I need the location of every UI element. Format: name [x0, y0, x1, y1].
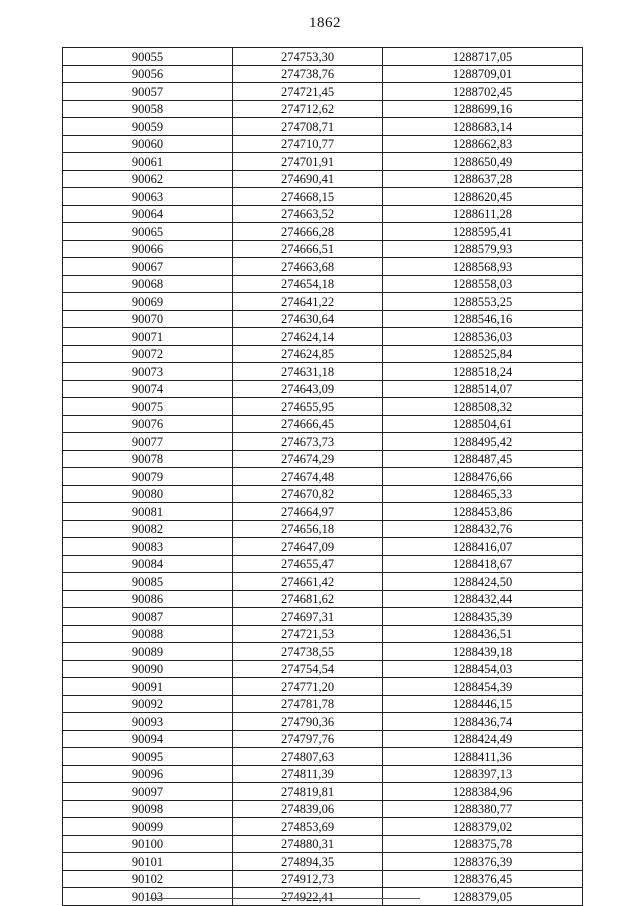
y-coordinate-cell: 1288424,50	[383, 573, 583, 591]
x-coordinate-cell: 274670,82	[233, 485, 383, 503]
y-coordinate-cell: 1288518,24	[383, 363, 583, 381]
y-coordinate-cell: 1288376,45	[383, 870, 583, 888]
point-id-cell: 90090	[63, 660, 233, 678]
y-coordinate-cell: 1288465,33	[383, 485, 583, 503]
point-id-cell: 90063	[63, 188, 233, 206]
y-coordinate-cell: 1288699,16	[383, 100, 583, 118]
x-coordinate-cell: 274668,15	[233, 188, 383, 206]
point-id-cell: 90074	[63, 380, 233, 398]
table-row	[63, 65, 583, 83]
table-row	[63, 83, 583, 101]
x-coordinate-cell: 274839,06	[233, 800, 383, 818]
point-id-cell: 90061	[63, 153, 233, 171]
table-row	[63, 205, 583, 223]
point-id-cell: 90076	[63, 415, 233, 433]
x-coordinate-cell: 274710,77	[233, 135, 383, 153]
y-coordinate-cell: 1288525,84	[383, 345, 583, 363]
table-row	[63, 765, 583, 783]
point-id-cell: 90080	[63, 485, 233, 503]
point-id-cell: 90072	[63, 345, 233, 363]
y-coordinate-cell: 1288487,45	[383, 450, 583, 468]
y-coordinate-cell: 1288380,77	[383, 800, 583, 818]
x-coordinate-cell: 274663,52	[233, 205, 383, 223]
point-id-cell: 90058	[63, 100, 233, 118]
y-coordinate-cell: 1288717,05	[383, 48, 583, 66]
table-row	[63, 660, 583, 678]
page-number: 1862	[309, 15, 341, 31]
point-id-cell: 90069	[63, 293, 233, 311]
x-coordinate-cell: 274697,31	[233, 608, 383, 626]
y-coordinate-cell: 1288553,25	[383, 293, 583, 311]
y-coordinate-cell: 1288411,36	[383, 748, 583, 766]
point-id-cell: 90071	[63, 328, 233, 346]
point-id-cell: 90056	[63, 65, 233, 83]
y-coordinate-cell: 1288424,49	[383, 730, 583, 748]
x-coordinate-cell: 274753,30	[233, 48, 383, 66]
x-coordinate-cell: 274712,62	[233, 100, 383, 118]
point-id-cell: 90078	[63, 450, 233, 468]
y-coordinate-cell: 1288436,51	[383, 625, 583, 643]
table-row	[63, 363, 583, 381]
y-coordinate-cell: 1288620,45	[383, 188, 583, 206]
table-row	[63, 398, 583, 416]
y-coordinate-cell: 1288384,96	[383, 783, 583, 801]
table-row	[63, 153, 583, 171]
x-coordinate-cell: 274894,35	[233, 853, 383, 871]
table-row	[63, 223, 583, 241]
x-coordinate-cell: 274721,45	[233, 83, 383, 101]
y-coordinate-cell: 1288709,01	[383, 65, 583, 83]
table-row	[63, 118, 583, 136]
table-row	[63, 538, 583, 556]
table-row	[63, 853, 583, 871]
y-coordinate-cell: 1288439,18	[383, 643, 583, 661]
x-coordinate-cell: 274912,73	[233, 870, 383, 888]
table-row	[63, 608, 583, 626]
x-coordinate-cell: 274708,71	[233, 118, 383, 136]
point-id-cell: 90085	[63, 573, 233, 591]
table-row	[63, 678, 583, 696]
table-row	[63, 380, 583, 398]
table-row	[63, 468, 583, 486]
x-coordinate-cell: 274811,39	[233, 765, 383, 783]
x-coordinate-cell: 274666,45	[233, 415, 383, 433]
table-row	[63, 730, 583, 748]
y-coordinate-cell: 1288375,78	[383, 835, 583, 853]
y-coordinate-cell: 1288476,66	[383, 468, 583, 486]
point-id-cell: 90084	[63, 555, 233, 573]
table-row	[63, 818, 583, 836]
table-row	[63, 555, 583, 573]
x-coordinate-cell: 274655,95	[233, 398, 383, 416]
x-coordinate-cell: 274630,64	[233, 310, 383, 328]
x-coordinate-cell: 274771,20	[233, 678, 383, 696]
point-id-cell: 90102	[63, 870, 233, 888]
y-coordinate-cell: 1288446,15	[383, 695, 583, 713]
point-id-cell: 90066	[63, 240, 233, 258]
table-row	[63, 275, 583, 293]
table-row	[63, 590, 583, 608]
table-row	[63, 258, 583, 276]
point-id-cell: 90094	[63, 730, 233, 748]
point-id-cell: 90070	[63, 310, 233, 328]
x-coordinate-cell: 274790,36	[233, 713, 383, 731]
point-id-cell: 90075	[63, 398, 233, 416]
y-coordinate-cell: 1288514,07	[383, 380, 583, 398]
table-row	[63, 748, 583, 766]
y-coordinate-cell: 1288454,03	[383, 660, 583, 678]
point-id-cell: 90092	[63, 695, 233, 713]
point-id-cell: 90067	[63, 258, 233, 276]
x-coordinate-cell: 274655,47	[233, 555, 383, 573]
table-row	[63, 170, 583, 188]
x-coordinate-cell: 274880,31	[233, 835, 383, 853]
y-coordinate-cell: 1288397,13	[383, 765, 583, 783]
y-coordinate-cell: 1288637,28	[383, 170, 583, 188]
x-coordinate-cell: 274721,53	[233, 625, 383, 643]
point-id-cell: 90089	[63, 643, 233, 661]
y-coordinate-cell: 1288504,61	[383, 415, 583, 433]
point-id-cell: 90064	[63, 205, 233, 223]
x-coordinate-cell: 274631,18	[233, 363, 383, 381]
x-coordinate-cell: 274664,97	[233, 503, 383, 521]
x-coordinate-cell: 274690,41	[233, 170, 383, 188]
point-id-cell: 90055	[63, 48, 233, 66]
y-coordinate-cell: 1288568,93	[383, 258, 583, 276]
table-row	[63, 240, 583, 258]
table-row	[63, 835, 583, 853]
x-coordinate-cell: 274674,48	[233, 468, 383, 486]
x-coordinate-cell: 274643,09	[233, 380, 383, 398]
x-coordinate-cell: 274654,18	[233, 275, 383, 293]
table-row	[63, 625, 583, 643]
table-row	[63, 345, 583, 363]
x-coordinate-cell: 274681,62	[233, 590, 383, 608]
y-coordinate-cell: 1288611,28	[383, 205, 583, 223]
x-coordinate-cell: 274797,76	[233, 730, 383, 748]
point-id-cell: 90062	[63, 170, 233, 188]
x-coordinate-cell: 274661,42	[233, 573, 383, 591]
y-coordinate-cell: 1288435,39	[383, 608, 583, 626]
y-coordinate-cell: 1288558,03	[383, 275, 583, 293]
table-row	[63, 485, 583, 503]
x-coordinate-cell: 274922,41	[233, 888, 383, 906]
x-coordinate-cell: 274819,81	[233, 783, 383, 801]
y-coordinate-cell: 1288650,49	[383, 153, 583, 171]
table-row	[63, 415, 583, 433]
x-coordinate-cell: 274754,54	[233, 660, 383, 678]
point-id-cell: 90068	[63, 275, 233, 293]
x-coordinate-cell: 274647,09	[233, 538, 383, 556]
y-coordinate-cell: 1288379,02	[383, 818, 583, 836]
point-id-cell: 90103	[63, 888, 233, 906]
y-coordinate-cell: 1288418,67	[383, 555, 583, 573]
y-coordinate-cell: 1288436,74	[383, 713, 583, 731]
table-row	[63, 48, 583, 66]
table-row	[63, 643, 583, 661]
point-id-cell: 90101	[63, 853, 233, 871]
point-id-cell: 90095	[63, 748, 233, 766]
y-coordinate-cell: 1288702,45	[383, 83, 583, 101]
y-coordinate-cell: 1288432,76	[383, 520, 583, 538]
table-row	[63, 100, 583, 118]
point-id-cell: 90082	[63, 520, 233, 538]
coordinates-table-body	[63, 48, 583, 906]
table-row	[63, 800, 583, 818]
y-coordinate-cell: 1288546,16	[383, 310, 583, 328]
point-id-cell: 90100	[63, 835, 233, 853]
x-coordinate-cell: 274701,91	[233, 153, 383, 171]
table-row	[63, 888, 583, 906]
table-row	[63, 573, 583, 591]
table-row	[63, 713, 583, 731]
y-coordinate-cell: 1288453,86	[383, 503, 583, 521]
table-row	[63, 135, 583, 153]
coordinates-table	[62, 47, 583, 906]
table-row	[63, 520, 583, 538]
point-id-cell: 90099	[63, 818, 233, 836]
point-id-cell: 90097	[63, 783, 233, 801]
table-row	[63, 310, 583, 328]
y-coordinate-cell: 1288416,07	[383, 538, 583, 556]
point-id-cell: 90086	[63, 590, 233, 608]
x-coordinate-cell: 274673,73	[233, 433, 383, 451]
x-coordinate-cell: 274666,51	[233, 240, 383, 258]
x-coordinate-cell: 274781,78	[233, 695, 383, 713]
x-coordinate-cell: 274641,22	[233, 293, 383, 311]
point-id-cell: 90098	[63, 800, 233, 818]
table-row	[63, 450, 583, 468]
table-row	[63, 433, 583, 451]
x-coordinate-cell: 274738,76	[233, 65, 383, 83]
y-coordinate-cell: 1288536,03	[383, 328, 583, 346]
table-row	[63, 188, 583, 206]
y-coordinate-cell: 1288508,32	[383, 398, 583, 416]
y-coordinate-cell: 1288683,14	[383, 118, 583, 136]
y-coordinate-cell: 1288454,39	[383, 678, 583, 696]
point-id-cell: 90083	[63, 538, 233, 556]
x-coordinate-cell: 274666,28	[233, 223, 383, 241]
table-row	[63, 870, 583, 888]
bottom-rule	[150, 898, 420, 899]
point-id-cell: 90093	[63, 713, 233, 731]
y-coordinate-cell: 1288432,44	[383, 590, 583, 608]
point-id-cell: 90088	[63, 625, 233, 643]
y-coordinate-cell: 1288379,05	[383, 888, 583, 906]
point-id-cell: 90065	[63, 223, 233, 241]
table-row	[63, 328, 583, 346]
point-id-cell: 90087	[63, 608, 233, 626]
point-id-cell: 90096	[63, 765, 233, 783]
point-id-cell: 90060	[63, 135, 233, 153]
point-id-cell: 90077	[63, 433, 233, 451]
x-coordinate-cell: 274674,29	[233, 450, 383, 468]
x-coordinate-cell: 274624,14	[233, 328, 383, 346]
x-coordinate-cell: 274738,55	[233, 643, 383, 661]
point-id-cell: 90079	[63, 468, 233, 486]
y-coordinate-cell: 1288595,41	[383, 223, 583, 241]
point-id-cell: 90059	[63, 118, 233, 136]
x-coordinate-cell: 274853,69	[233, 818, 383, 836]
x-coordinate-cell: 274656,18	[233, 520, 383, 538]
table-row	[63, 503, 583, 521]
table-row	[63, 695, 583, 713]
y-coordinate-cell: 1288579,93	[383, 240, 583, 258]
table-row	[63, 783, 583, 801]
y-coordinate-cell: 1288495,42	[383, 433, 583, 451]
x-coordinate-cell: 274624,85	[233, 345, 383, 363]
y-coordinate-cell: 1288376,39	[383, 853, 583, 871]
point-id-cell: 90073	[63, 363, 233, 381]
point-id-cell: 90091	[63, 678, 233, 696]
x-coordinate-cell: 274807,63	[233, 748, 383, 766]
y-coordinate-cell: 1288662,83	[383, 135, 583, 153]
table-row	[63, 293, 583, 311]
point-id-cell: 90081	[63, 503, 233, 521]
x-coordinate-cell: 274663,68	[233, 258, 383, 276]
point-id-cell: 90057	[63, 83, 233, 101]
